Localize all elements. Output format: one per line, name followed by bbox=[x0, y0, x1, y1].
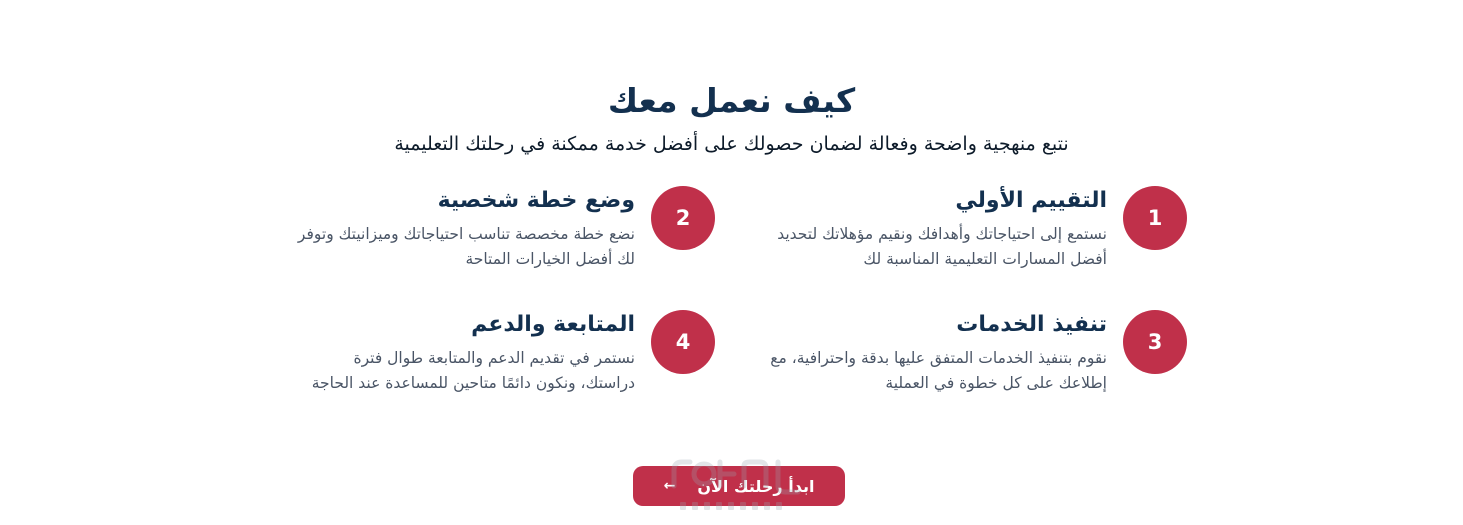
step-number-badge: 2 bbox=[651, 186, 715, 250]
step-description: نستمع إلى احتياجاتك وأهدافك ونقيم مؤهلاتك لتحديد أفضل المسارات التعليمية المناسبة لك bbox=[777, 225, 1107, 268]
step-description: نستمر في تقديم الدعم والمتابعة طوال فترة دراستك، ونكون دائمًا متاحين للمساعدة عند الحاجة bbox=[311, 349, 635, 392]
arrow-left-icon: ← bbox=[663, 478, 676, 494]
section-subtitle: نتبع منهجية واضحة وفعالة لضمان حصولك على أفضل خدمة ممكنة في رحلتك التعليمية bbox=[394, 133, 1069, 155]
start-journey-button[interactable] bbox=[633, 466, 845, 506]
step-number-badge: 1 bbox=[1123, 186, 1187, 250]
start-journey-label: ابدأ رحلتك الآن bbox=[697, 476, 815, 496]
section-title: كيف نعمل معك bbox=[607, 81, 856, 121]
step-title: وضع خطة شخصية bbox=[437, 188, 635, 213]
step-description: نقوم بتنفيذ الخدمات المتفق عليها بدقة واحترافية، مع إطلاعك على كل خطوة في العملية bbox=[770, 349, 1107, 392]
step-number-badge: 4 bbox=[651, 310, 715, 374]
step-title: تنفيذ الخدمات bbox=[956, 312, 1107, 337]
step-number-badge: 3 bbox=[1123, 310, 1187, 374]
step-description: نضع خطة مخصصة تناسب احتياجاتك وميزانيتك وتوفر لك أفضل الخيارات المتاحة bbox=[297, 225, 635, 268]
step-title: التقييم الأولي bbox=[955, 188, 1107, 213]
step-title: المتابعة والدعم bbox=[471, 312, 635, 337]
